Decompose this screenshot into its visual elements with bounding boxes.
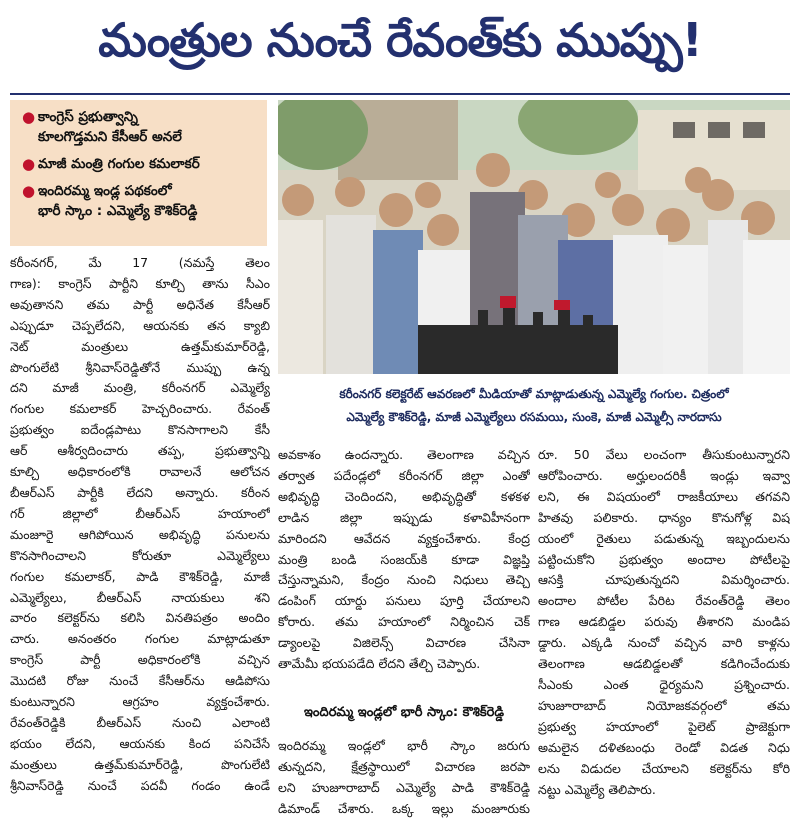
highlight-item bbox=[22, 107, 259, 147]
article-line: ఆసక్తి చూపుతున్నదని విమర్శించారు. bbox=[538, 572, 790, 588]
highlights-box bbox=[10, 100, 267, 246]
bullet-icon: ● bbox=[22, 182, 36, 200]
article-line: కరీంనగర్, మే 17 (నమస్తే తెలం bbox=[10, 255, 270, 270]
article-line: చేస్తున్నామని, కేంద్రం నుంచి నిధులు తెచ్చి bbox=[278, 572, 530, 588]
article-line: మారిందని ఆవేదన వ్యక్తంచేశారు. కేంద్ర bbox=[278, 530, 530, 546]
article-line: దని మాజీ మంత్రి, కరీంనగర్ ఎమ్మెల్యే bbox=[10, 380, 270, 396]
article-line: సీఎంకు ఎంత ధైర్యమని ప్రశ్నించారు. bbox=[538, 676, 790, 692]
highlight-line: కాంగ్రెస్ ప్రభుత్వాన్ని bbox=[38, 109, 138, 125]
article-line: తామేమీ భయపడేది లేదని తేల్చి చెప్పారు. bbox=[278, 656, 481, 672]
article-line: నట్టు ఎమ్మెల్యే తెలిపారు. bbox=[538, 781, 656, 797]
article-column-2 bbox=[278, 445, 530, 675]
article-line: అమలైన దళితబంధు రెండో విడత నిధు bbox=[538, 739, 790, 755]
article-line: నెట్ మంత్రులు ఉత్తమ్‌కుమార్‌రెడ్డి, bbox=[10, 338, 270, 354]
article-line: వారం కలెక్టర్‌ను కలిసి వినతిపత్రం అందిం bbox=[10, 610, 270, 626]
article-line: కుంటున్నారని ఆగ్రహం వ్యక్తంచేశారు. bbox=[10, 694, 270, 710]
headline-rule bbox=[10, 93, 790, 95]
article-subheading: ఇందిరమ్మ ఇండ్లలో భారీ స్కాం: కౌశిక్‌రెడ్డి bbox=[303, 705, 505, 720]
article-line: అవుతానని తమ పార్టీ అధినేత కేసీఆర్ bbox=[10, 296, 270, 312]
article-line: గంగుల కమలాకర్, పాడి కౌశిక్‌రెడ్డి, మాజీ bbox=[10, 568, 270, 584]
article-line: మంత్రి బండి సంజయ్‌కి కూడా విజ్ఞప్తి bbox=[278, 551, 530, 567]
article-line: తెలంగాణ ఆడబిడ్డలతో కడిగించేందుకు bbox=[538, 656, 790, 672]
highlight-line: ఇందిరమ్మ ఇండ్ల పథకంలో bbox=[38, 183, 172, 199]
article-line: ఆరోపించారు. అర్హులందరికీ ఇండ్లు ఇవ్వా bbox=[538, 467, 790, 483]
caption-line: కరీంనగర్ కలెక్టరేట్ ఆవరణలో మీడియాతో మాట్లాడుతున్న ఎమ్మెల్యే గంగుల. చిత్రంలో bbox=[339, 387, 729, 401]
article-line: లని, ఈ విషయంలో రాజకీయాలు తగవని bbox=[538, 488, 790, 504]
article-line: కొనసాగించాలని కోరుతూ ఎమ్మెల్యేలు bbox=[10, 547, 270, 563]
article-line: గర్ జిల్లాలో బీఆర్ఎస్ హయాంలో bbox=[10, 505, 270, 521]
caption-line: ఎమ్మెల్యే కౌశిక్‌రెడ్డి, మాజీ ఎమ్మెల్యేలు రసమయి, సుంకె, మాజీ ఎమ్మెల్సీ నారదాసు bbox=[346, 410, 722, 424]
article-line: చారు. అనంతరం గంగుల మాట్లాడుతూ bbox=[10, 631, 270, 647]
article-line: అవకాశం ఉందన్నారు. తెలంగాణ వచ్చిన bbox=[278, 447, 530, 462]
article-line: మొదటి రోజు నుంచే కేసీఆర్‌ను ఆడిపోసు bbox=[10, 673, 270, 689]
article-line: డంపింగ్ యార్డు పనులు పూర్తి చేయాలని bbox=[278, 593, 530, 609]
article-line: డ్డారు. ఎక్కడి నుంచో వచ్చిన వారి కాళ్లను bbox=[538, 635, 790, 651]
article-line: లాడిన జిల్లా ఇప్పుడు కళావిహీనంగా bbox=[278, 509, 530, 525]
article-line: డిమాండ్ చేశారు. ఒక్క ఇల్లు మంజూరుకు bbox=[278, 800, 530, 816]
article-line: పట్టించుకోని ప్రభుత్వం అందాల పోటీలపై bbox=[538, 551, 790, 567]
highlight-item bbox=[22, 154, 259, 174]
article-line: మంజూరై ఆగిపోయిన అభివృద్ధి పనులను bbox=[10, 526, 270, 542]
article-line: డ్యాంలపై విజిలెన్స్ విచారణ చేసినా bbox=[278, 635, 530, 651]
headline: మంత్రుల నుంచే రేవంత్‌కు ముప్పు! bbox=[98, 13, 702, 67]
highlight-line: భారీ స్కాం : ఎమ్మెల్యే కౌశిక్‌రెడ్డి bbox=[38, 203, 198, 219]
article-line: ఎమ్మెల్యేలు, బీఆర్ఎస్ నాయకులు శని bbox=[10, 589, 270, 605]
article-line: ప్రభుత్వం ఐదేండ్లపాటు కొనసాగాలని కేసీ bbox=[10, 422, 270, 438]
news-photo bbox=[278, 100, 790, 374]
article-line: పొంగులేటి శ్రీనివాస్‌రెడ్డితోనే ముప్పు ఉన్న bbox=[10, 359, 270, 375]
article-line: అందాల పోటీల పేరిట రేవంత్‌రెడ్డి తెలం bbox=[538, 593, 790, 609]
article-line: లను విడుదల చేయాలని కలెక్టర్‌ను కోరి bbox=[538, 760, 790, 776]
article-line: కోరారు. తమ హయాంలో నిర్మించిన చెక్ bbox=[278, 614, 530, 630]
article-line: హుజూరాబాద్ నియోజకవర్గంలో తమ bbox=[538, 697, 790, 713]
article-column-2-continued bbox=[278, 736, 530, 820]
article-line: రూ. 50 వేలు లంచంగా తీసుకుంటున్నారని bbox=[538, 447, 790, 462]
bullet-icon: ● bbox=[22, 108, 36, 126]
article-line: తున్నదని, క్షేత్రస్థాయిలో విచారణ జరపా bbox=[278, 758, 530, 774]
article-line: ప్రభుత్వ హయాంలో పైలెట్ ప్రాజెక్టుగా bbox=[538, 718, 790, 734]
bullet-icon: ● bbox=[22, 155, 36, 173]
article-line: లని హుజూరాబాద్ ఎమ్మెల్యే పాడి కౌశిక్‌రెడ్డి bbox=[278, 779, 530, 795]
article-column-1 bbox=[10, 253, 270, 797]
article-line: గంగుల కమలాకర్ హెచ్చరించారు. రేవంత్ bbox=[10, 401, 270, 417]
article-line: రేవంత్‌రెడ్డికి బీఆర్ఎస్ నుంచి ఎలాంటి bbox=[10, 714, 270, 730]
article-line: తర్వాత పదేండ్లలో కరీంనగర్ జిల్లా ఎంతో bbox=[278, 467, 530, 483]
highlight-item bbox=[22, 181, 259, 221]
photo-caption bbox=[278, 383, 790, 433]
article-line: బీఆర్ఎస్ పార్టీకి లేదని అన్నారు. కరీంన bbox=[10, 484, 270, 500]
article-column-3 bbox=[538, 445, 790, 800]
article-line: యంలో రైతులు పడుతున్న ఇబ్బందులను bbox=[538, 530, 790, 546]
article-line: కూల్చి అధికారంలోకి రావాలనే ఆలోచన bbox=[10, 464, 270, 480]
article-line: శ్రీనివాస్‌రెడ్డి నుంచే పదవీ గండం ఉండే bbox=[10, 777, 270, 793]
article-line: మంత్రులు ఉత్తమ్‌కుమార్‌రెడ్డి, పొంగులేటి bbox=[10, 756, 270, 772]
article-line: గాణ): కాంగ్రెస్ పార్టీని కూల్చి తాను సీఎం bbox=[10, 275, 270, 291]
article-line: కాంగ్రెస్ పార్టీ అధికారంలోకి వచ్చిన bbox=[10, 652, 270, 668]
highlight-line: కూలగొడ్తమని కేసీఆర్ అనలే bbox=[38, 129, 182, 145]
highlight-line: మాజీ మంత్రి గంగుల కమలాకర్ bbox=[38, 156, 200, 172]
article-line: హితవు పలికారు. ధాన్యం కొనుగోళ్ల విష bbox=[538, 509, 790, 525]
article-line: గాణ ఆడబిడ్డల పరువు తీశారని మండిప bbox=[538, 614, 790, 630]
article-line: ఎప్పుడూ చెప్పలేదని, ఆయనకు తన క్యాబి bbox=[10, 317, 270, 333]
article-line: ఆర్ ఆశీర్వదించారు తప్ప, ప్రభుత్వాన్ని bbox=[10, 443, 270, 459]
article-line: అభివృద్ధి చెందిందని, అభివృద్ధితో కళకళ bbox=[278, 488, 530, 504]
article-line: భయం లేదని, ఆయనకు కింద పనిచేసే bbox=[10, 735, 270, 751]
article-line: ఇందిరమ్మ ఇండ్లలో భారీ స్కాం జరుగు bbox=[278, 738, 530, 753]
